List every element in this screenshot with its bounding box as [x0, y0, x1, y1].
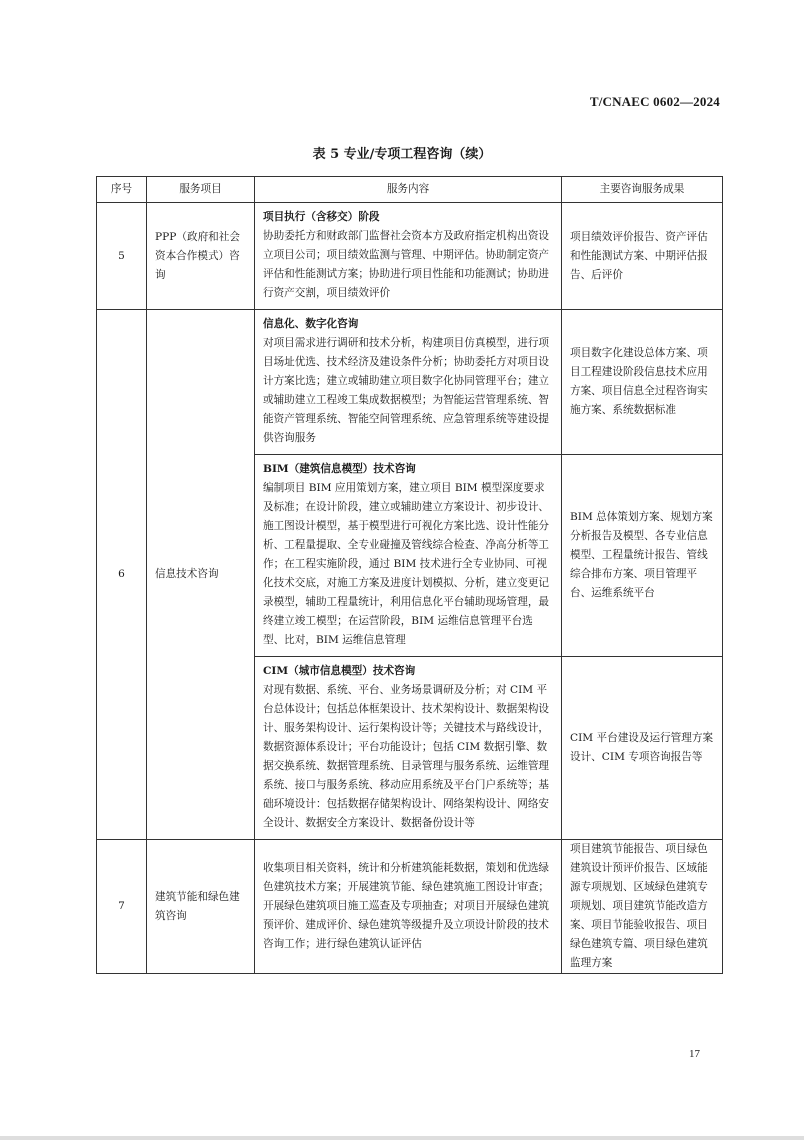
- section-subtitle: BIM（建筑信息模型）技术咨询: [263, 463, 416, 475]
- deliverables: BIM 总体策划方案、规划方案分析报告及模型、各专业信息模型、工程量统计报告、管线综合排布方案、项目管理平台、运维系统平台: [562, 455, 723, 657]
- row-number: 7: [97, 840, 147, 974]
- standard-code: T/CNAEC 0602—2024: [589, 94, 720, 109]
- service-content: [255, 203, 562, 310]
- section-text: 收集项目相关资料，统计和分析建筑能耗数据，策划和优选绿色建筑技术方案；开展建筑节能、绿色建筑施工图设计审查；开展绿色建筑项目施工巡查及专项抽查；对项目开展绿色建筑预评价、建成评价、绿色建筑等级提升及立项设计阶段的技术咨询工作；进行绿色建筑认证评估: [263, 861, 550, 950]
- bottom-divider: [0, 1136, 804, 1140]
- deliverables: 项目建筑节能报告、项目绿色建筑设计预评价报告、区域能源专项规划、区域绿色建筑专项规划、项目建筑节能改造方案、项目节能验收报告、项目绿色建筑专篇、项目绿色建筑监理方案: [562, 840, 723, 974]
- table-row: [97, 840, 723, 974]
- row-number: 5: [97, 203, 147, 310]
- section-text: 编制项目 BIM 应用策划方案，建立项目 BIM 模型深度要求及标准；在设计阶段，建立或辅助建立方案设计、初步设计、施工图设计模型，基于模型进行可视化方案比选、设计性能分析、工程量提取、全专业碰撞及管线综合检查、净高分析等工作；在工程实施阶段，通过 BIM 技术进行全专业协同、可视化技术交底，对施工方案及进度计划模拟、分析，建立变更记录模型，辅助工程量统计，利用信息化平台辅助现场管理，最终建立竣工模型；在运营阶段，BIM 运维信息管理平台选型、比对，BIM 运维信息管理: [263, 482, 550, 646]
- service-content: [255, 657, 562, 840]
- service-content: [255, 455, 562, 657]
- col-header-number: 序号: [97, 177, 147, 203]
- table-caption: 表 5 专业/专项工程咨询（续）: [312, 147, 492, 162]
- service-item: 建筑节能和绿色建筑咨询: [147, 840, 255, 974]
- section-subtitle: CIM（城市信息模型）技术咨询: [263, 665, 416, 677]
- table-row: [97, 203, 723, 310]
- deliverables: 项目数字化建设总体方案、项目工程建设阶段信息技术应用方案、项目信息全过程咨询实施方案、系统数据标准: [562, 310, 723, 455]
- section-text: 对项目需求进行调研和技术分析，构建项目仿真模型，进行项目场址优选、技术经济及建设条件分析；协助委托方对项目设计方案比选；建立或辅助建立项目数字化协同管理平台；建立或辅助建立工程竣工集成数据模型；为智能运营管理系统、智能资产管理系统、智能空间管理系统、应急管理系统等建设提供咨询服务: [263, 337, 550, 444]
- service-item: PPP（政府和社会资本合作模式）咨询: [147, 203, 255, 310]
- page-number: 17: [689, 1048, 700, 1060]
- row-number: 6: [97, 310, 147, 840]
- section-subtitle: 项目执行（含移交）阶段: [263, 211, 380, 223]
- section-text: 对现有数据、系统、平台、业务场景调研及分析；对 CIM 平台总体设计；包括总体框架设计、技术架构设计、数据架构设计、服务架构设计、运行架构设计等；关键技术与路线设计，数据资源体系设计；平台功能设计；包括 CIM 数据引擎、数据交换系统、数据管理系统、目录管理与服务系统、运维管理系统、接口与服务系统、移动应用系统及平台门户系统等；基础环境设计：包括数据存储架构设计、网络架构设计、网络安全设计、数据安全方案设计、数据备份设计等: [263, 684, 550, 829]
- col-header-deliverables: 主要咨询服务成果: [562, 177, 723, 203]
- section-subtitle: 信息化、数字化咨询: [263, 318, 359, 330]
- section-text: 协助委托方和财政部门监督社会资本方及政府指定机构出资设立项目公司；项目绩效监测与管理、中期评估。协助制定资产评估和性能测试方案；协助进行项目性能和功能测试；协助进行资产交割，项目绩效评价: [263, 230, 550, 299]
- deliverables: CIM 平台建设及运行管理方案设计、CIM 专项咨询报告等: [562, 657, 723, 840]
- table-row: [97, 310, 723, 455]
- deliverables: 项目绩效评价报告、资产评估和性能测试方案、中期评估报告、后评价: [562, 203, 723, 310]
- col-header-service-item: 服务项目: [147, 177, 255, 203]
- col-header-service-content: 服务内容: [255, 177, 562, 203]
- consulting-table: [96, 176, 723, 974]
- service-item: 信息技术咨询: [147, 310, 255, 840]
- service-content: [255, 310, 562, 455]
- service-content: [255, 840, 562, 974]
- table-header-row: [97, 177, 723, 203]
